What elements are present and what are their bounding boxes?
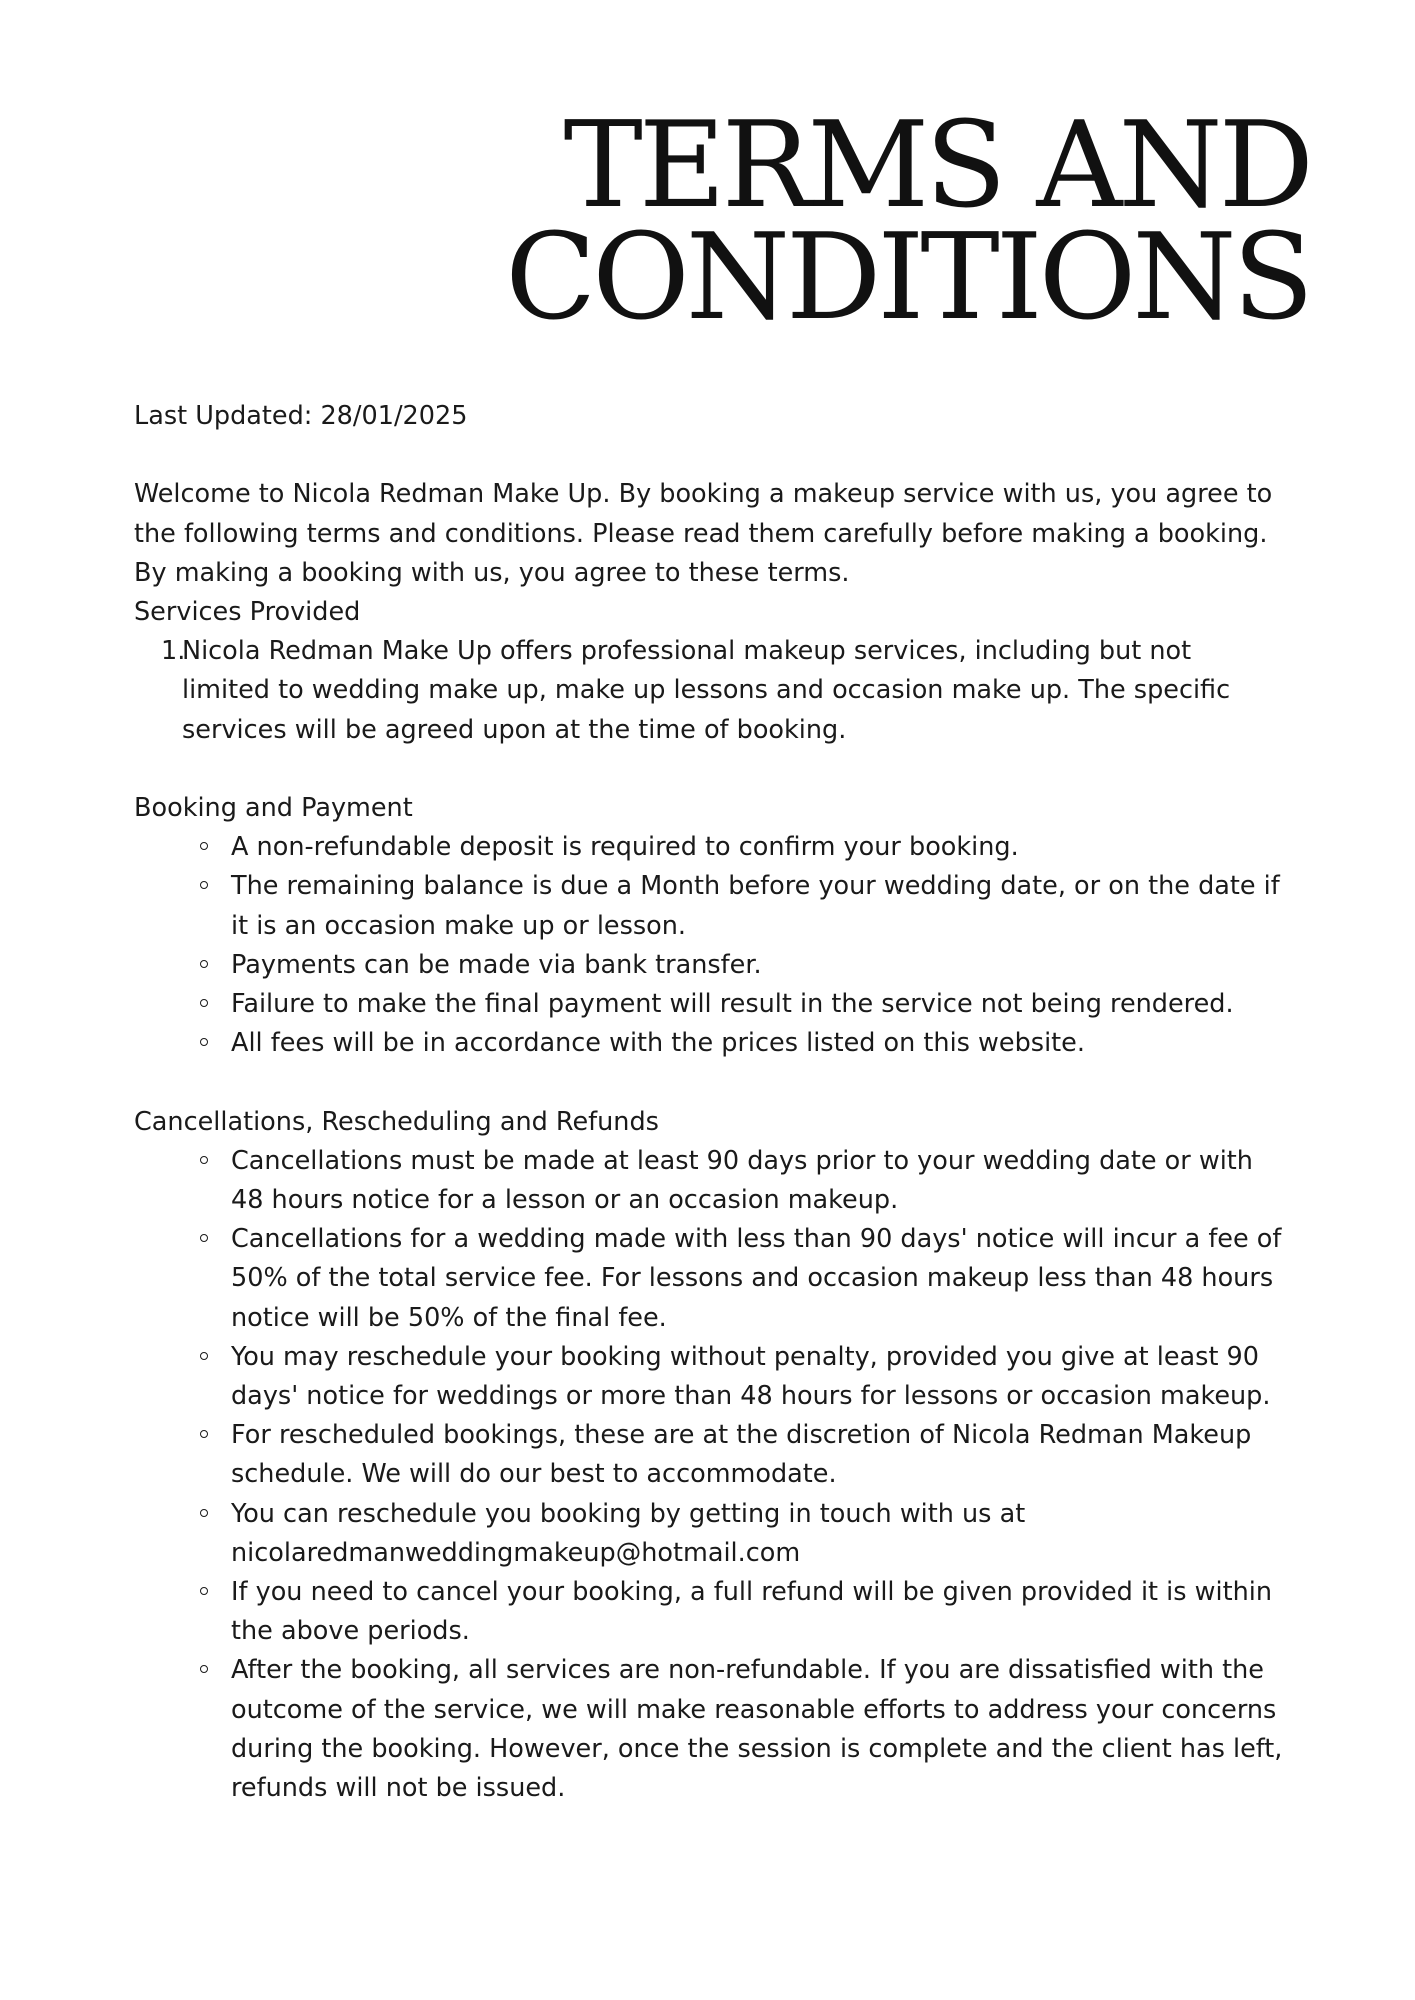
booking-list <box>134 828 1284 1063</box>
last-updated-text: Last Updated: 28/01/2025 <box>134 401 468 431</box>
list-item-number: 1. <box>161 636 186 667</box>
cancellations-list-item <box>134 1573 1284 1651</box>
booking-list-item <box>134 867 1284 945</box>
booking-list-item <box>134 946 1284 985</box>
intro-paragraph: Welcome to Nicola Redman Make Up. By booking a makeup service with us, you agree to the following terms and conditions. Please read them carefully before making a booking. By making a booking with us, you agree to these terms. <box>134 479 1273 588</box>
spacer <box>134 436 1284 475</box>
bullet-circle-icon <box>200 999 208 1007</box>
cancellations-list <box>134 1142 1284 1808</box>
list-item-text: Payments can be made via bank transfer. <box>231 949 762 980</box>
page-title-line-2: CONDITIONS <box>505 209 1310 347</box>
cancellations-list-item <box>134 1338 1284 1416</box>
list-item-text: You can reschedule you booking by getting in touch with us at nicolaredmanweddingmakeup@hotmail.com <box>231 1498 1026 1568</box>
cancellations-heading: Cancellations, Rescheduling and Refunds <box>134 1106 659 1137</box>
booking-list-item <box>134 828 1284 867</box>
booking-heading: Booking and Payment <box>134 793 413 823</box>
bullet-circle-icon <box>200 1156 208 1164</box>
booking-list-item <box>134 985 1284 1024</box>
cancellations-list-item <box>134 1651 1284 1808</box>
cancellations-list-item <box>134 1416 1284 1494</box>
list-item-text: Cancellations must be made at least 90 days prior to your wedding date or with 48 hours notice for a lesson or an occasion makeup. <box>231 1145 1253 1216</box>
services-heading: Services Provided <box>134 597 361 627</box>
bullet-circle-icon <box>200 1352 208 1360</box>
list-item-text: If you need to cancel your booking, a full refund will be given provided it is within the above periods. <box>231 1577 1272 1647</box>
list-item-text: For rescheduled bookings, these are at the discretion of Nicola Redman Makeup schedule. We will do our best to accommodate. <box>231 1420 1252 1490</box>
list-item-text: Nicola Redman Make Up offers professional makeup services, including but not limited to wedding make up, make up lessons and occasion make up. The specific services will be agreed upon at the time of booking. <box>182 636 1231 745</box>
list-item-text: Cancellations for a wedding made with less than 90 days' notice will incur a fee of 50% of the total service fee. For lessons and occasion makeup less than 48 hours notice will be 50% of the final fee. <box>231 1224 1282 1333</box>
spacer <box>134 750 1284 789</box>
bullet-circle-icon <box>200 1509 208 1517</box>
booking-list-item <box>134 1024 1284 1063</box>
list-item-text: The remaining balance is due a Month before your wedding date, or on the date if it is an occasion make up or lesson. <box>231 871 1280 941</box>
bullet-circle-icon <box>200 1587 208 1595</box>
bullet-circle-icon <box>200 1038 208 1046</box>
services-list-item <box>134 632 1284 750</box>
bullet-circle-icon <box>200 842 208 850</box>
cancellations-list-item <box>134 1142 1284 1220</box>
page-title-line-1: TERMS AND <box>563 97 1310 235</box>
spacer <box>134 1063 1284 1102</box>
list-item-text: After the booking, all services are non-refundable. If you are dissatisfied with the outcome of the service, we will make reasonable efforts to address your concerns during the booking. However, once the session is complete and the client has left, refunds will not be issued. <box>231 1655 1283 1804</box>
bullet-circle-icon <box>200 1430 208 1438</box>
bullet-circle-icon <box>200 1665 208 1673</box>
list-item-text: You may reschedule your booking without penalty, provided you give at least 90 days' notice for weddings or more than 48 hours for lessons or occasion makeup. <box>231 1341 1271 1412</box>
bullet-circle-icon <box>200 881 208 889</box>
bullet-circle-icon <box>200 1234 208 1242</box>
list-item-text: A non-refundable deposit is required to confirm your booking. <box>231 832 1019 863</box>
page-title <box>505 97 1310 347</box>
cancellations-list-item <box>134 1220 1284 1338</box>
document-body <box>134 397 1284 1808</box>
services-list <box>134 632 1284 750</box>
list-item-text: Failure to make the final payment will result in the service not being rendered. <box>231 989 1234 1020</box>
bullet-circle-icon <box>200 960 208 968</box>
list-item-text: All fees will be in accordance with the prices listed on this website. <box>231 1028 1085 1059</box>
cancellations-list-item <box>134 1495 1284 1573</box>
